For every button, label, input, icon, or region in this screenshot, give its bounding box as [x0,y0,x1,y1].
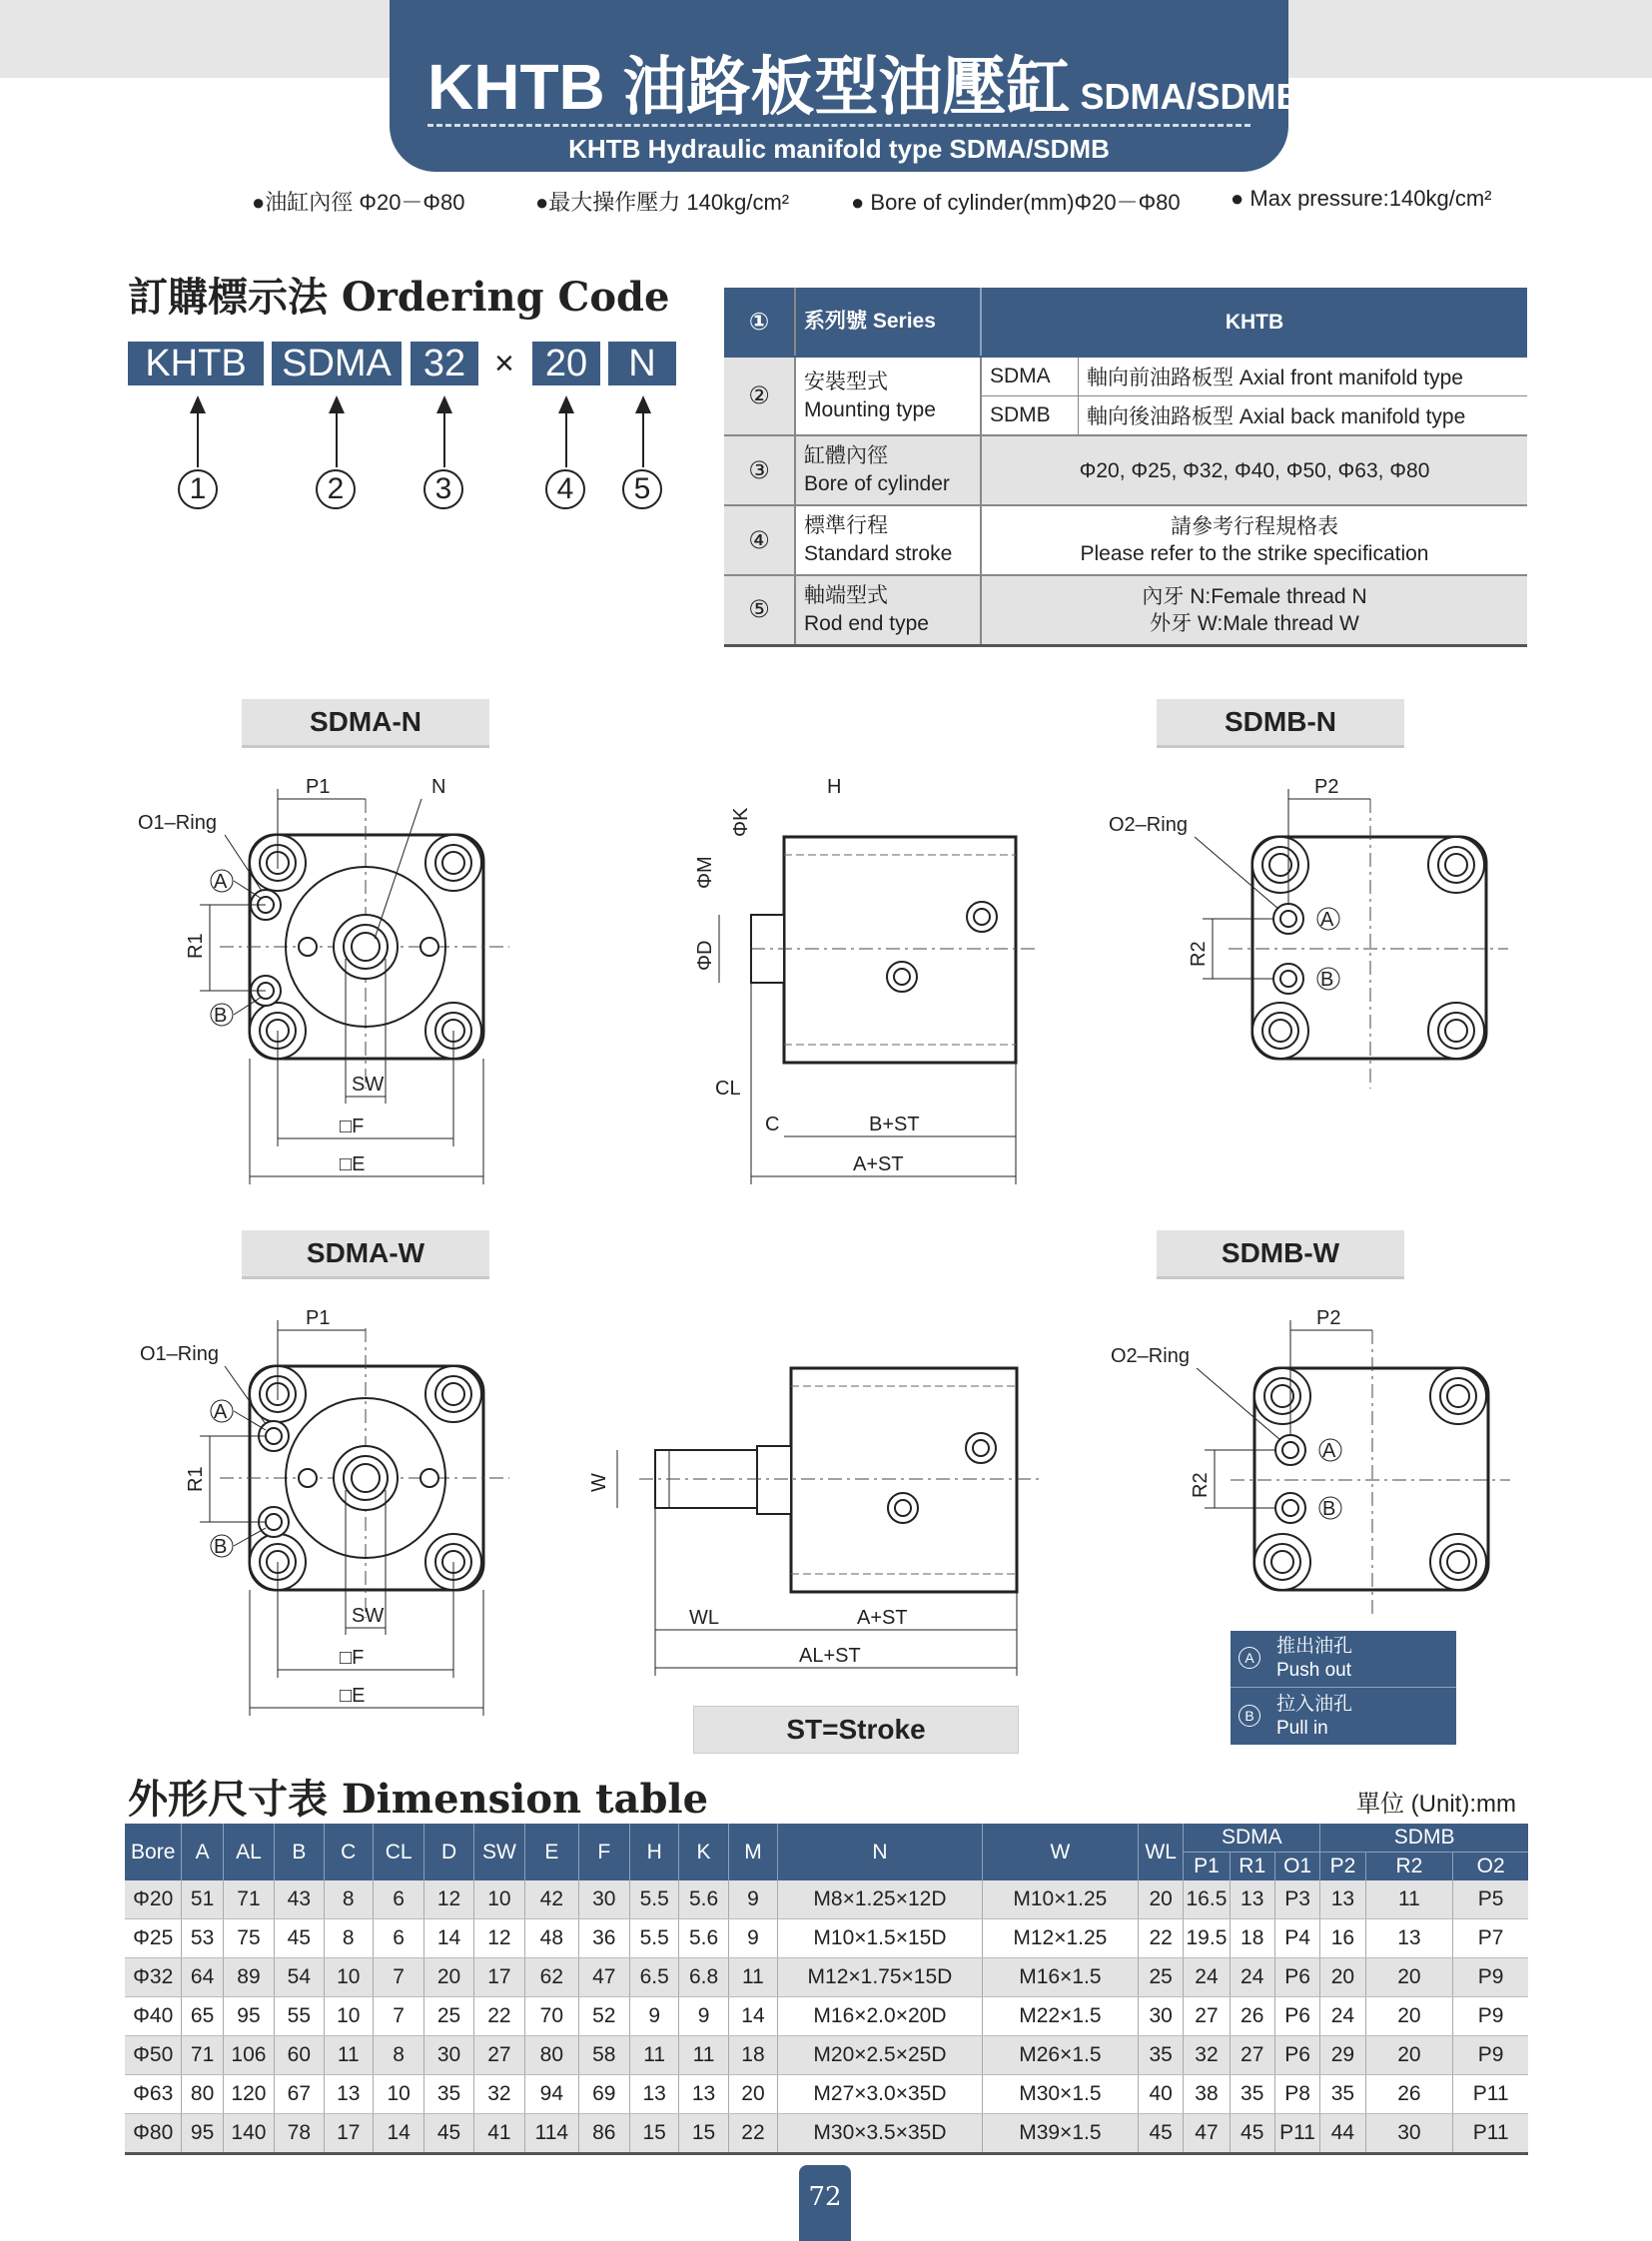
table-cell: P3 [1274,1880,1319,1919]
table-cell: 24 [1184,1958,1230,1997]
table-cell: M26×1.5 [982,2036,1138,2075]
row-label: 系列號 Series [795,288,981,357]
e-label: □E [340,1685,366,1707]
table-cell: 5.6 [679,1880,728,1919]
table-cell: 24 [1320,1997,1365,2036]
table-cell: P7 [1453,1919,1528,1958]
label-zh: 標準行程 [804,514,888,537]
table-cell: 15 [679,2114,728,2154]
table-cell: 19.5 [1184,1919,1230,1958]
table-cell: 32 [1184,2036,1230,2075]
port-a-mark: A [214,1401,228,1423]
table-row [125,1919,1528,1958]
table-cell: Φ25 [125,1919,182,1958]
col-header-r2: R2 [1365,1853,1453,1881]
table-cell: 45 [275,1919,324,1958]
table-cell: 29 [1320,2036,1365,2075]
table-cell: 69 [578,2075,629,2114]
value-line-2: 外牙 W:Male thread W [1150,611,1359,635]
table-cell: P6 [1274,1958,1319,1997]
row-num: ⑤ [724,575,795,645]
spec-bore-en: ● Bore of cylinder(mm)Φ20－Φ80 [851,190,1181,215]
p2-label: P2 [1314,776,1339,798]
table-cell: 53 [182,1919,223,1958]
table-cell: M30×1.5 [982,2075,1138,2114]
col-header-p2: P2 [1320,1853,1365,1881]
table-cell: Φ63 [125,2075,182,2114]
table-cell: 47 [578,1958,629,1997]
code-box-bore: 32 [411,342,478,385]
sdma-w-front-view [140,1307,509,1716]
b-st-label: B+ST [869,1114,920,1135]
a-st-label: A+ST [853,1153,904,1175]
label-zh: 軸端型式 [804,583,888,607]
al-st-label: AL+ST [799,1645,861,1667]
table-cell: 6 [373,1919,423,1958]
table-cell: 67 [275,2075,324,2114]
table-cell: 35 [1230,2075,1274,2114]
sw-label: SW [352,1605,385,1627]
legend-text [1276,1693,1352,1741]
legend-zh: 推出油孔 [1276,1636,1353,1657]
table-cell: M22×1.5 [982,1997,1138,2036]
table-cell: 6 [373,1880,423,1919]
table-cell: 12 [424,1880,473,1919]
port-legend [1231,1631,1456,1745]
code-box-rod: N [608,342,676,385]
table-cell: 7 [373,1997,423,2036]
code-box-series: KHTB [128,342,264,385]
table-cell: 106 [223,2036,274,2075]
table-cell: P5 [1453,1880,1528,1919]
col-header-c: C [324,1824,373,1880]
table-cell: 27 [1184,1997,1230,2036]
label-en: Mounting type [804,397,936,421]
callout-1: 1 [178,469,218,509]
table-cell: 35 [1138,2036,1183,2075]
page-title: KHTB 油路板型油壓缸 SDMA/SDMB [427,51,1302,123]
e-label: □E [340,1153,366,1175]
value-line-1: 內牙 N:Female thread N [1142,584,1367,608]
p1-label: P1 [306,776,331,798]
ordering-code-title: 訂購標示法 Ordering Code [128,274,670,321]
table-cell: P8 [1274,2075,1319,2114]
table-cell: 16.5 [1184,1880,1230,1919]
table-cell: 65 [182,1997,223,2036]
table-cell: 9 [629,1997,678,2036]
table-cell: 9 [728,1880,777,1919]
o2-ring-label: O2–Ring [1111,1345,1190,1367]
phi-d-label: ΦD [694,940,716,971]
table-cell: 94 [525,2075,578,2114]
h-label: H [827,776,842,798]
dimension-table [125,1824,1528,2155]
table-cell: P4 [1274,1919,1319,1958]
table-cell: 80 [182,2075,223,2114]
phi-k-label: ΦK [730,807,752,837]
option-desc: 軸向後油路板型 Axial back manifold type [1079,396,1528,436]
table-cell: 15 [629,2114,678,2154]
legend-text [1276,1635,1352,1683]
table-cell: 13 [1320,1880,1365,1919]
label-sdmb-w: SDMB-W [1157,1230,1404,1279]
table-cell: 9 [728,1919,777,1958]
col-group-sdma: SDMA [1184,1824,1320,1853]
table-row [125,2036,1528,2075]
col-header-b: B [275,1824,324,1880]
sdmb-w-front-view [1111,1307,1510,1618]
table-cell: 20 [424,1958,473,1997]
table-cell: 14 [373,2114,423,2154]
table-cell: 30 [1138,1997,1183,2036]
table-cell: M39×1.5 [982,2114,1138,2154]
table-cell: 38 [1184,2075,1230,2114]
unit-label: 單位 (Unit):mm [1356,1791,1516,1818]
table-cell: 26 [1365,2075,1453,2114]
table-cell: 42 [525,1880,578,1919]
col-header-n: N [778,1824,983,1880]
stroke-note: ST=Stroke [693,1706,1019,1754]
a-st-label-w: A+ST [857,1607,908,1629]
table-cell: 71 [223,1880,274,1919]
table-cell: 9 [679,1997,728,2036]
table-cell: 13 [1230,1880,1274,1919]
table-cell: 47 [1184,2114,1230,2154]
table-cell: 30 [424,2036,473,2075]
table-cell: 45 [1230,2114,1274,2154]
label-en: Rod end type [804,611,929,635]
table-cell: Φ20 [125,1880,182,1919]
table-cell: 20 [1365,2036,1453,2075]
row-num: ④ [724,505,795,575]
port-b-mark: B [214,1005,228,1027]
port-b-mark: B [1322,1498,1336,1520]
table-cell: 14 [728,1997,777,2036]
legend-symbol: A [1239,1647,1260,1669]
legend-push-out [1231,1631,1456,1688]
callout-5: 5 [622,469,662,509]
option-code: SDMA [981,357,1079,396]
col-header-h: H [629,1824,678,1880]
col-header-e: E [525,1824,578,1880]
col-header-sw: SW [473,1824,524,1880]
col-header-bore: Bore [125,1824,182,1880]
row-num: ② [724,357,795,435]
table-row [125,1880,1528,1919]
col-header-o2: O2 [1453,1853,1528,1881]
table-cell: 11 [629,2036,678,2075]
page-subtitle: KHTB Hydraulic manifold type SDMA/SDMB [568,134,1110,164]
f-label: □F [340,1116,365,1137]
port-b-mark: B [214,1536,228,1558]
col-header-wl: WL [1138,1824,1183,1880]
port-b-mark: B [1320,969,1334,991]
col-header-p1: P1 [1184,1853,1230,1881]
label-zh: 安裝型式 [804,370,888,393]
table-cell: 52 [578,1997,629,2036]
table-cell: 86 [578,2114,629,2154]
table-cell: 35 [424,2075,473,2114]
table-row [125,1997,1528,2036]
spec-bore-zh: ●油缸內徑 Φ20－Φ80 [252,190,465,215]
callout-2: 2 [316,469,356,509]
table-cell: 27 [1230,2036,1274,2075]
legend-en: Pull in [1276,1718,1328,1739]
table-cell: 20 [728,2075,777,2114]
table-cell: P9 [1453,1958,1528,1997]
p2-label: P2 [1316,1307,1341,1329]
table-cell: 7 [373,1958,423,1997]
port-a-mark: A [1320,909,1334,931]
col-header-d: D [424,1824,473,1880]
table-cell: M20×2.5×25D [778,2036,983,2075]
spec-pressure-zh: ●最大操作壓力 140kg/cm² [535,190,790,215]
table-cell: P11 [1453,2114,1528,2154]
table-cell: Φ32 [125,1958,182,1997]
table-cell: 75 [223,1919,274,1958]
table-cell: M16×1.5 [982,1958,1138,1997]
table-cell: P9 [1453,2036,1528,2075]
wl-label: WL [689,1607,719,1629]
table-cell: P11 [1453,2075,1528,2114]
col-header-al: AL [223,1824,274,1880]
label-en: Bore of cylinder [804,472,950,495]
table-cell: 22 [1138,1919,1183,1958]
table-row [125,2114,1528,2154]
o1-ring-label: O1–Ring [140,1343,219,1365]
times-sign: × [494,345,514,382]
table-cell: 70 [525,1997,578,2036]
table-cell: 41 [473,2114,524,2154]
table-cell: 22 [728,2114,777,2154]
table-cell: 18 [1230,1919,1274,1958]
sdmb-n-front-view [1109,776,1508,1089]
table-row [125,2075,1528,2114]
table-cell: 8 [324,1880,373,1919]
c-label: C [765,1114,780,1135]
table-cell: P6 [1274,1997,1319,2036]
table-cell: 5.6 [679,1919,728,1958]
table-cell: 58 [578,2036,629,2075]
table-cell: 51 [182,1880,223,1919]
table-cell: 6.5 [629,1958,678,1997]
table-cell: M10×1.25 [982,1880,1138,1919]
table-cell: 27 [473,2036,524,2075]
table-cell: 17 [324,2114,373,2154]
table-cell: 25 [424,1997,473,2036]
table-cell: P11 [1274,2114,1319,2154]
table-cell: 30 [578,1880,629,1919]
label-sdma-w: SDMA-W [242,1230,489,1279]
port-a-mark: A [1322,1440,1336,1462]
sw-label: SW [352,1074,385,1096]
table-cell: 48 [525,1919,578,1958]
table-cell: 13 [679,2075,728,2114]
col-header-r1: R1 [1230,1853,1274,1881]
table-header-row [125,1824,1528,1853]
table-cell: 17 [473,1958,524,1997]
table-cell: 16 [1320,1919,1365,1958]
table-cell: 45 [1138,2114,1183,2154]
f-label: □F [340,1647,365,1669]
table-cell: 43 [275,1880,324,1919]
label-zh: 缸體內徑 [804,444,888,467]
table-cell: 20 [1138,1880,1183,1919]
table-cell: 8 [324,1919,373,1958]
callout-4: 4 [545,469,585,509]
row-num: ① [724,288,795,357]
table-cell: 40 [1138,2075,1183,2114]
phi-m-label: ΦM [694,856,716,889]
table-cell: 11 [728,1958,777,1997]
side-view-w [588,1368,1039,1676]
value-line-2: Please refer to the strike specification [1080,542,1429,565]
table-cell: 45 [424,2114,473,2154]
table-cell: M16×2.0×20D [778,1997,983,2036]
table-cell: 36 [578,1919,629,1958]
table-cell: 22 [473,1997,524,2036]
legend-zh: 拉入油孔 [1276,1694,1353,1715]
p1-label: P1 [306,1307,331,1329]
r2-label: R2 [1190,1472,1212,1498]
table-cell: 95 [223,1997,274,2036]
table-cell: 12 [473,1919,524,1958]
table-cell: 80 [525,2036,578,2075]
dimension-table-title: 外形尺寸表 Dimension table [128,1776,709,1823]
table-cell: 10 [324,1958,373,1997]
table-cell: 8 [373,2036,423,2075]
legend-symbol: B [1239,1705,1260,1727]
table-cell: M30×3.5×35D [778,2114,983,2154]
col-header-a: A [182,1824,223,1880]
side-view-n [694,776,1039,1184]
table-cell: 5.5 [629,1919,678,1958]
table-cell: Φ50 [125,2036,182,2075]
table-cell: 18 [728,2036,777,2075]
table-cell: 10 [324,1997,373,2036]
table-cell: M8×1.25×12D [778,1880,983,1919]
table-cell: 10 [473,1880,524,1919]
table-cell: 120 [223,2075,274,2114]
label-sdmb-n: SDMB-N [1157,699,1404,748]
col-header-cl: CL [373,1824,423,1880]
row-num: ③ [724,435,795,505]
label-en: Standard stroke [804,542,953,565]
table-row [125,1958,1528,1997]
option-code: SDMB [981,396,1079,436]
col-header-w: W [982,1824,1138,1880]
table-cell: 64 [182,1958,223,1997]
cl-label: CL [715,1078,741,1100]
table-cell: 62 [525,1958,578,1997]
table-cell: 89 [223,1958,274,1997]
table-cell: 55 [275,1997,324,2036]
table-cell: 60 [275,2036,324,2075]
table-cell: 20 [1365,1997,1453,2036]
code-box-mount: SDMA [272,342,402,385]
table-cell: 6.8 [679,1958,728,1997]
table-cell: 10 [373,2075,423,2114]
spec-pressure-en: ● Max pressure:140kg/cm² [1231,186,1492,211]
label-sdma-n: SDMA-N [242,699,489,748]
table-cell: 35 [1320,2075,1365,2114]
table-cell: 20 [1320,1958,1365,1997]
option-desc: 軸向前油路板型 Axial front manifold type [1079,357,1528,396]
table-cell: 30 [1365,2114,1453,2154]
value-line-1: 請參考行程規格表 [1171,515,1338,538]
code-box-stroke: 20 [532,342,600,385]
n-label: N [431,776,446,798]
table-cell: Φ40 [125,1997,182,2036]
table-cell: 54 [275,1958,324,1997]
col-header-m: M [728,1824,777,1880]
port-a-mark: A [214,871,228,893]
table-cell: 78 [275,2114,324,2154]
page-number: 72 [799,2165,851,2241]
row-value: KHTB [981,288,1527,357]
table-cell: M27×3.0×35D [778,2075,983,2114]
table-cell: M12×1.25 [982,1919,1138,1958]
table-cell: 32 [473,2075,524,2114]
table-cell: M10×1.5×15D [778,1919,983,1958]
w-label: W [588,1473,610,1492]
table-cell: 11 [1365,1880,1453,1919]
table-cell: 5.5 [629,1880,678,1919]
table-cell: Φ80 [125,2114,182,2154]
legend-pull-in [1231,1689,1456,1745]
r2-label: R2 [1188,941,1210,967]
value-line-1: Φ20, Φ25, Φ32, Φ40, Φ50, Φ63, Φ80 [1079,458,1430,482]
table-cell: 20 [1365,1958,1453,1997]
table-cell: 25 [1138,1958,1183,1997]
sdma-n-front-view [138,776,509,1184]
table-cell: 95 [182,2114,223,2154]
table-cell: 11 [324,2036,373,2075]
table-cell: 11 [679,2036,728,2075]
col-header-o1: O1 [1274,1853,1319,1881]
r1-label: R1 [185,1466,207,1492]
table-cell: P9 [1453,1997,1528,2036]
r1-label: R1 [185,933,207,959]
table-cell: 13 [324,2075,373,2114]
table-cell: P6 [1274,2036,1319,2075]
o2-ring-label: O2–Ring [1109,814,1188,836]
table-cell: 24 [1230,1958,1274,1997]
table-cell: 114 [525,2114,578,2154]
callout-3: 3 [423,469,463,509]
table-cell: 14 [424,1919,473,1958]
col-header-f: F [578,1824,629,1880]
table-cell: 13 [1365,1919,1453,1958]
table-cell: 26 [1230,1997,1274,2036]
table-cell: 44 [1320,2114,1365,2154]
table-cell: 71 [182,2036,223,2075]
o1-ring-label: O1–Ring [138,812,217,834]
table-cell: 140 [223,2114,274,2154]
col-header-k: K [679,1824,728,1880]
col-group-sdmb: SDMB [1320,1824,1528,1853]
legend-en: Push out [1276,1660,1351,1681]
table-cell: M12×1.75×15D [778,1958,983,1997]
table-cell: 13 [629,2075,678,2114]
